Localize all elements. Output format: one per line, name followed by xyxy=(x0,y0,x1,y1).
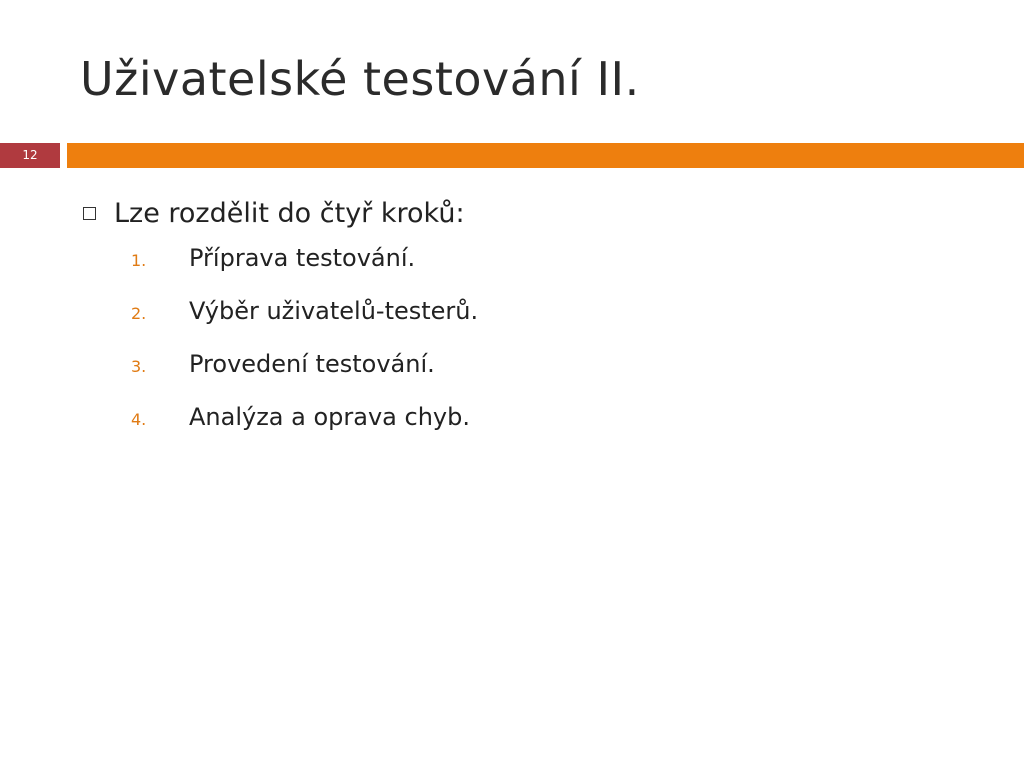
slide-title: Uživatelské testování II. xyxy=(80,52,640,106)
list-item-number: 4. xyxy=(131,410,147,429)
list-item-text: Výběr uživatelů-testerů. xyxy=(189,297,479,325)
bullet-text: Lze rozdělit do čtyř kroků: xyxy=(114,197,465,229)
square-bullet-icon xyxy=(83,207,96,220)
bullet-item xyxy=(80,192,980,234)
list-item-text: Provedení testování. xyxy=(189,350,435,378)
accent-bar xyxy=(67,143,1024,168)
list-item-number: 1. xyxy=(131,251,147,270)
list-item-text: Analýza a oprava chyb. xyxy=(189,403,470,431)
list-item-number: 3. xyxy=(131,357,147,376)
list-item-text: Příprava testování. xyxy=(189,244,416,272)
list-item xyxy=(80,297,980,350)
slide-number-badge: 12 xyxy=(0,143,60,168)
steps-list xyxy=(80,244,980,456)
slide-content xyxy=(80,192,980,456)
list-item xyxy=(80,244,980,297)
list-item xyxy=(80,403,980,456)
list-item xyxy=(80,350,980,403)
list-item-number: 2. xyxy=(131,304,147,323)
